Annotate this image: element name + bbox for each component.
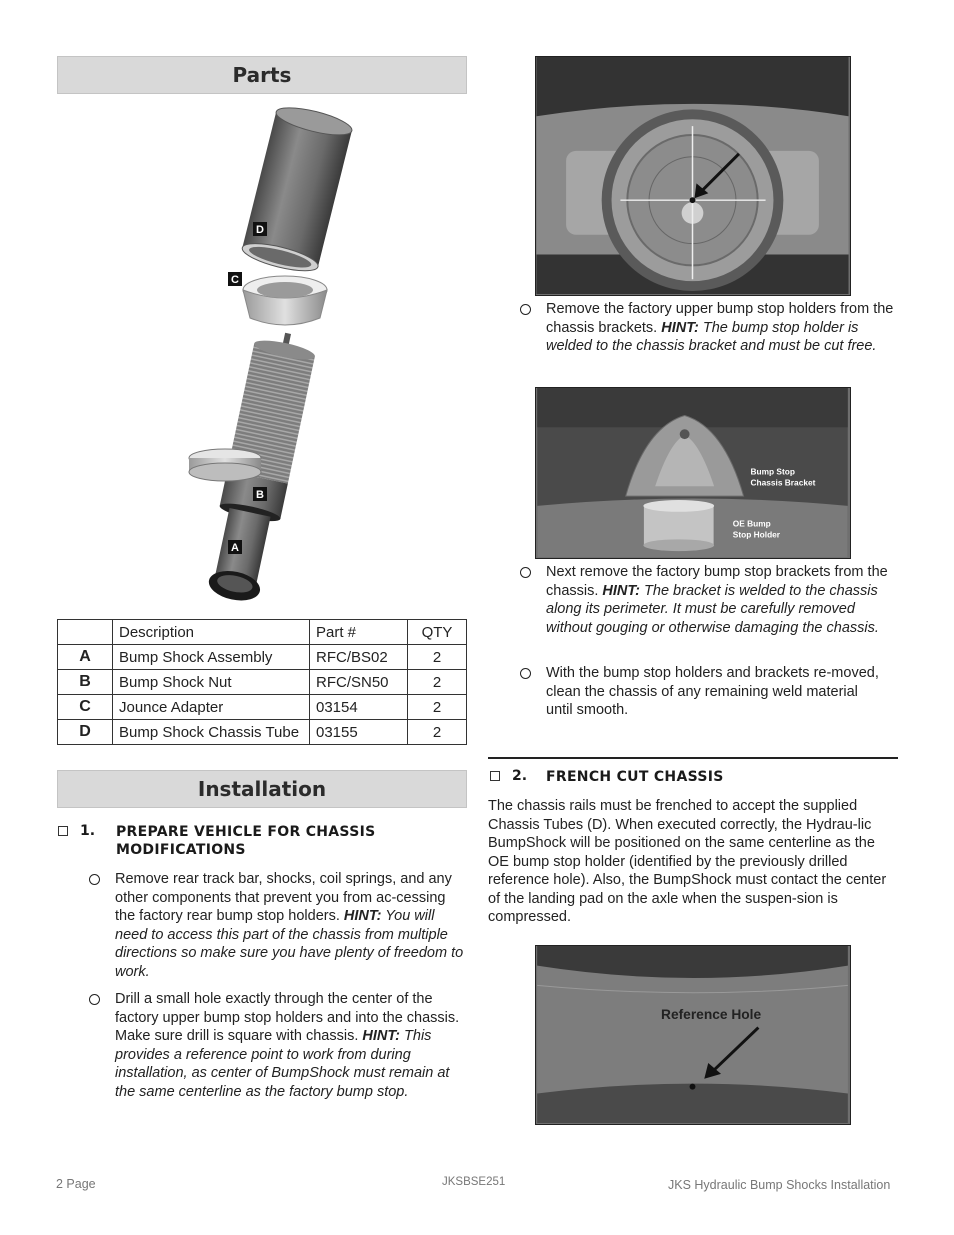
checkbox-icon <box>58 826 68 836</box>
photo-label-holder: Stop Holder <box>732 529 781 540</box>
footer-page-number: 2 Page <box>56 1177 96 1191</box>
table-cell: 2 <box>408 720 467 745</box>
list-item <box>546 300 898 356</box>
step-number: 2. <box>512 768 528 784</box>
list-item <box>546 563 898 637</box>
jounce-adapter-c <box>243 276 327 325</box>
list-item <box>546 664 886 720</box>
hint-label: HINT: <box>343 908 382 924</box>
step-title: PREPARE VEHICLE FOR CHASSIS MODIFICATIONS <box>116 824 376 858</box>
list-item <box>115 870 467 981</box>
hint-label: HINT: <box>362 1028 400 1044</box>
hint-text: The bracket is welded to the chassis along its perimeter. It must be carefully removed without gouging or otherwise damaging the chassis. <box>546 582 879 636</box>
table-cell: Bump Shock Nut <box>113 670 310 695</box>
step-2-header <box>490 768 890 788</box>
bullet-text: Remove the factory upper bump stop holders from the chassis brackets. <box>546 301 894 336</box>
table-header-cell: Part # <box>310 620 408 645</box>
label-c: C <box>231 274 239 286</box>
table-cell: D <box>58 720 113 745</box>
table-row <box>58 670 467 695</box>
step-1-header <box>58 823 458 863</box>
table-cell: 2 <box>408 695 467 720</box>
table-header-row <box>58 620 467 645</box>
step-title: FRENCH CUT CHASSIS <box>546 769 724 785</box>
photo-label-holder: OE Bump <box>732 518 771 529</box>
photo-label-reference-hole: Reference Hole <box>661 1006 762 1022</box>
hint-label: HINT: <box>602 582 641 599</box>
table-row <box>58 645 467 670</box>
table-row <box>58 695 467 720</box>
parts-heading: Parts <box>57 56 467 94</box>
bullet-circle-icon <box>89 874 100 885</box>
label-a: A <box>231 542 239 554</box>
table-cell: Bump Shock Chassis Tube <box>113 720 310 745</box>
parts-exploded-illustration <box>140 100 370 620</box>
bullet-circle-icon <box>520 304 531 315</box>
table-cell: 2 <box>408 670 467 695</box>
chassis-bracket-photo <box>535 387 851 559</box>
label-d: D <box>256 224 264 236</box>
table-cell: C <box>58 695 113 720</box>
table-cell: 03154 <box>310 695 408 720</box>
installation-heading: Installation <box>57 770 467 808</box>
checkbox-icon <box>490 771 500 781</box>
table-header-cell: Description <box>113 620 310 645</box>
reference-hole-photo <box>535 945 851 1125</box>
hint-text: You will need to access this part of the chassis from multiple directions so make sure you have plenty of freedom to work. <box>115 908 464 980</box>
table-cell: A <box>58 645 113 670</box>
photo-label-bracket: Bump Stop <box>750 466 795 477</box>
footer-doc-title: JKS Hydraulic Bump Shocks Installation <box>668 1178 891 1192</box>
photo-label-bracket: Chassis Bracket <box>750 477 816 488</box>
bullet-text: Drill a small hole exactly through the center of the factory upper bump stop holders and into the chassis. Make sure drill is square with chassis. <box>115 991 460 1044</box>
table-cell: RFC/SN50 <box>310 670 408 695</box>
table-cell: B <box>58 670 113 695</box>
table-header-cell <box>58 620 113 645</box>
bullet-circle-icon <box>89 994 100 1005</box>
bullet-text: With the bump stop holders and brackets re-moved, clean the chassis of any remaining weld material until smooth. <box>546 665 879 718</box>
bump-stop-holder-photo <box>535 56 851 296</box>
table-cell: 2 <box>408 645 467 670</box>
parts-table <box>57 619 467 745</box>
step-number: 1. <box>80 823 96 839</box>
footer-doc-code: JKSBSE251 <box>442 1176 506 1188</box>
table-cell: RFC/BS02 <box>310 645 408 670</box>
section-divider <box>488 757 898 759</box>
hint-label: HINT: <box>661 319 699 336</box>
label-b: B <box>256 489 264 501</box>
table-header-cell: QTY <box>408 620 467 645</box>
bump-shock-nut-b <box>189 449 261 481</box>
bullet-circle-icon <box>520 668 531 679</box>
bullet-text: Next remove the factory bump stop brackets from the chassis. <box>546 564 888 599</box>
french-cut-paragraph: The chassis rails must be frenched to accept the supplied Chassis Tubes (D). When executed correctly, the Hydrau-lic BumpShock will be positioned on the same centerline as the OE bump stop holder (identified by the previously drilled reference hole). Also, the BumpShock must contact the center of the landing pad on the axle when the suspen-sion is compressed. <box>488 798 887 925</box>
hint-text: This provides a reference point to work from during installation, as center of BumpShock must remain at the same centerline as the factory bump stop. <box>115 1028 450 1100</box>
chassis-tube-d <box>240 102 354 276</box>
table-cell: 03155 <box>310 720 408 745</box>
hint-text: The bump stop holder is welded to the chassis bracket and must be cut free. <box>546 319 877 354</box>
list-item <box>115 990 469 1101</box>
bullet-circle-icon <box>520 567 531 578</box>
bullet-text: Remove rear track bar, shocks, coil springs, and any other components that prevent you from ac-cessing the factory rear bump stop holders. <box>115 871 452 924</box>
table-cell: Bump Shock Assembly <box>113 645 310 670</box>
table-row <box>58 720 467 745</box>
table-cell: Jounce Adapter <box>113 695 310 720</box>
